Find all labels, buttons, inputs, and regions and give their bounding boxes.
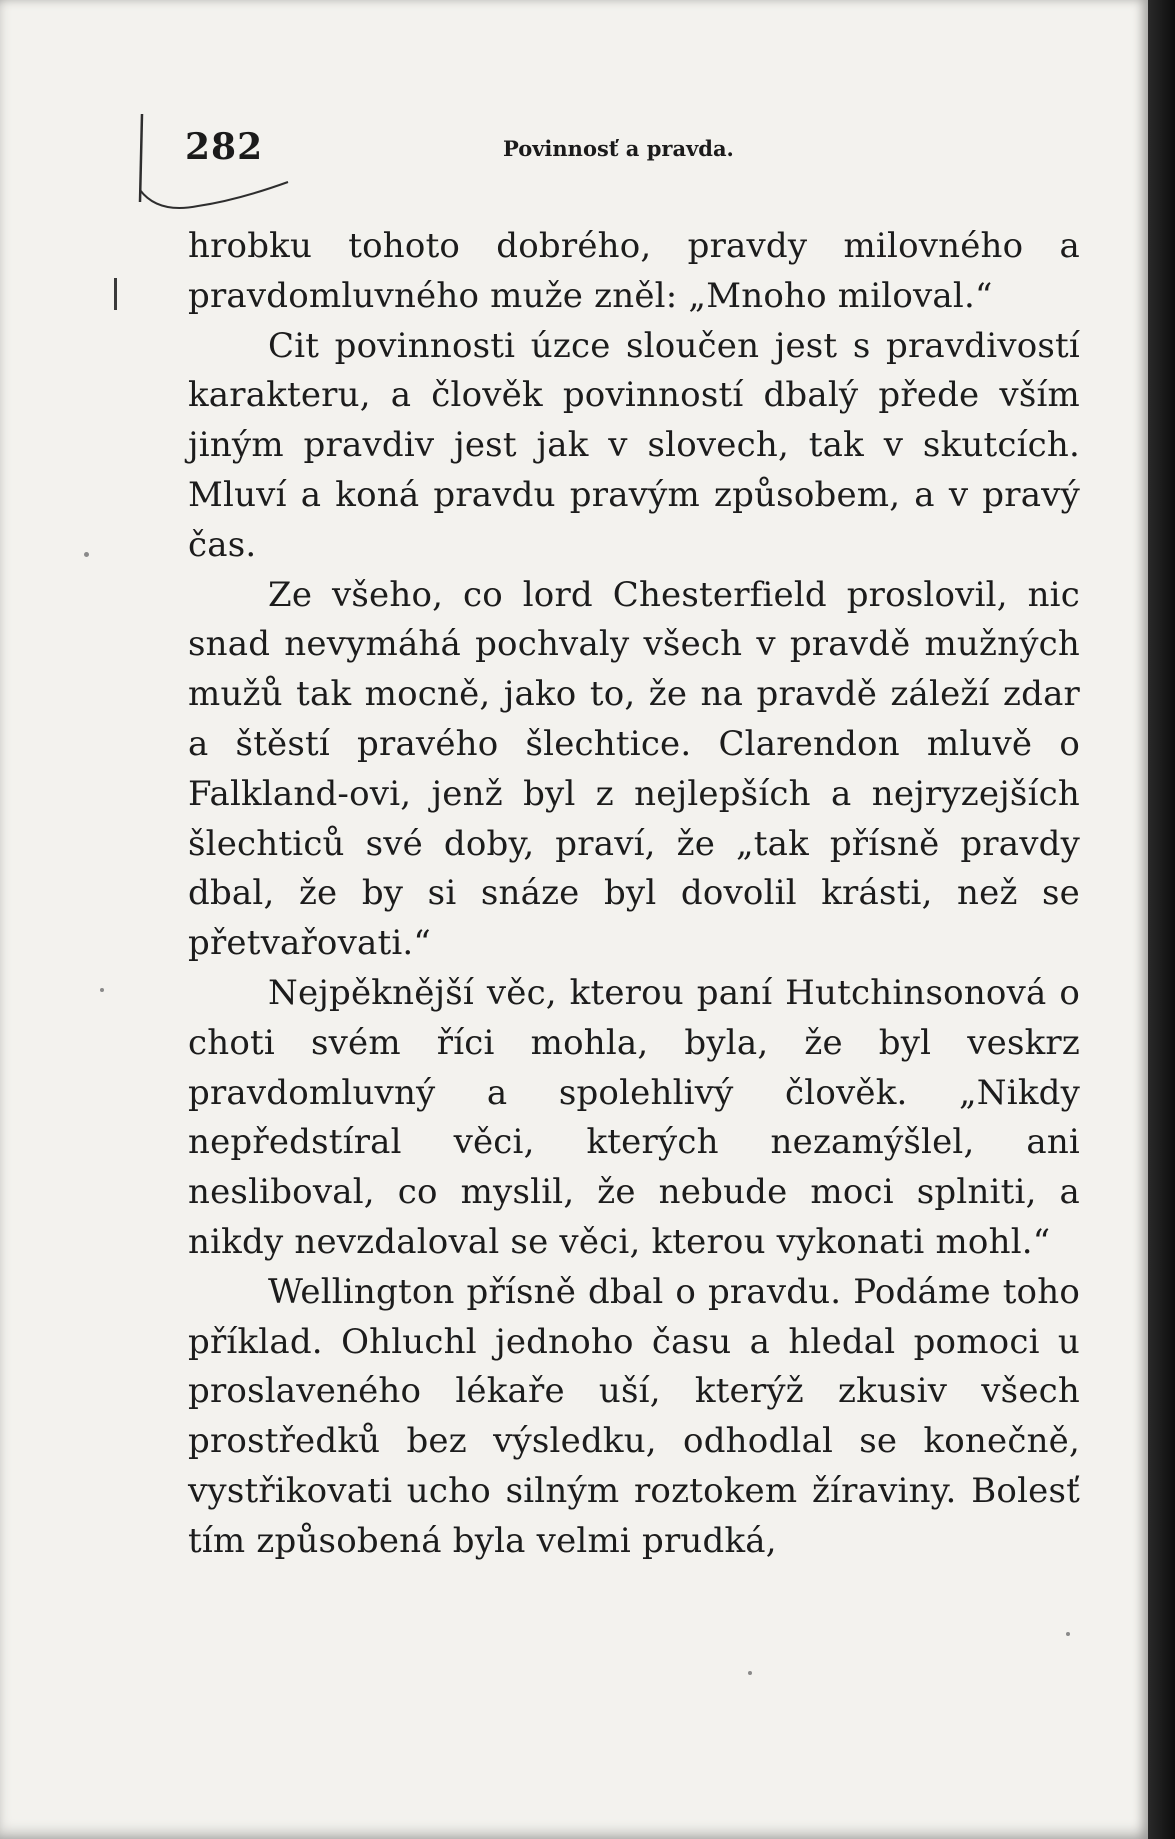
page-edge-shadow (1148, 0, 1175, 1839)
paragraph: hrobku tohoto dobrého, pravdy milovného a pravdomluvného muže zněl: „Mnoho miloval.“ (188, 226, 1080, 316)
paper-speck (84, 552, 89, 557)
paragraph: Nejpěknější věc, kterou paní Hutchinsonová o choti svém říci mohla, byla, že byl veskrz pravdomluvný a spolehlivý člověk. „Nikdy nepředstíral věci, kterých nezamýšlel, ani nesliboval, co myslil, že nebude moci splniti, a nikdy nevzdaloval se věci, kterou vykonati mohl.“ (188, 972, 1080, 1262)
margin-tick-mark (114, 278, 117, 310)
body-text (188, 222, 1080, 1567)
paper-speck (1066, 1632, 1070, 1636)
running-title: Povinnosť a pravda. (503, 136, 734, 161)
paper-speck (748, 1671, 752, 1675)
paragraph: Ze všeho, co lord Chesterfield proslovil, nic snad nevymáhá pochvaly všech v pravdě mužných mužů tak mocně, jako to, že na pravdě záleží zdar a štěstí pravého šlechtice. Clarendon mluvě o Falkland-ovi, jenž byl z nejlepších a nejryzejších šlechticů své doby, praví, že „tak přísně pravdy dbal, že by si snáze byl dovolil krásti, než se přetvařovati.“ (188, 574, 1080, 964)
paper-speck (100, 988, 104, 992)
paragraph: Cit povinnosti úzce sloučen jest s pravdivostí karakteru, a člověk povinností dbalý přede vším jiným pravdiv jest jak v slovech, tak v skutcích. Mluví a koná pravdu pravým způsobem, a v pravý čas. (188, 325, 1080, 565)
page-number: 282 (185, 126, 264, 168)
paragraph: Wellington přísně dbal o pravdu. Podáme toho příklad. Ohluchl jednoho času a hledal pomoci u proslaveného lékaře uší, kterýž zkusiv všech prostředků bez výsledku, odhodlal se konečně, vystřikovati ucho silným roztokem žíraviny. Bolesť tím způsobená byla velmi prudká, (188, 1271, 1080, 1561)
page-header (0, 120, 1148, 180)
